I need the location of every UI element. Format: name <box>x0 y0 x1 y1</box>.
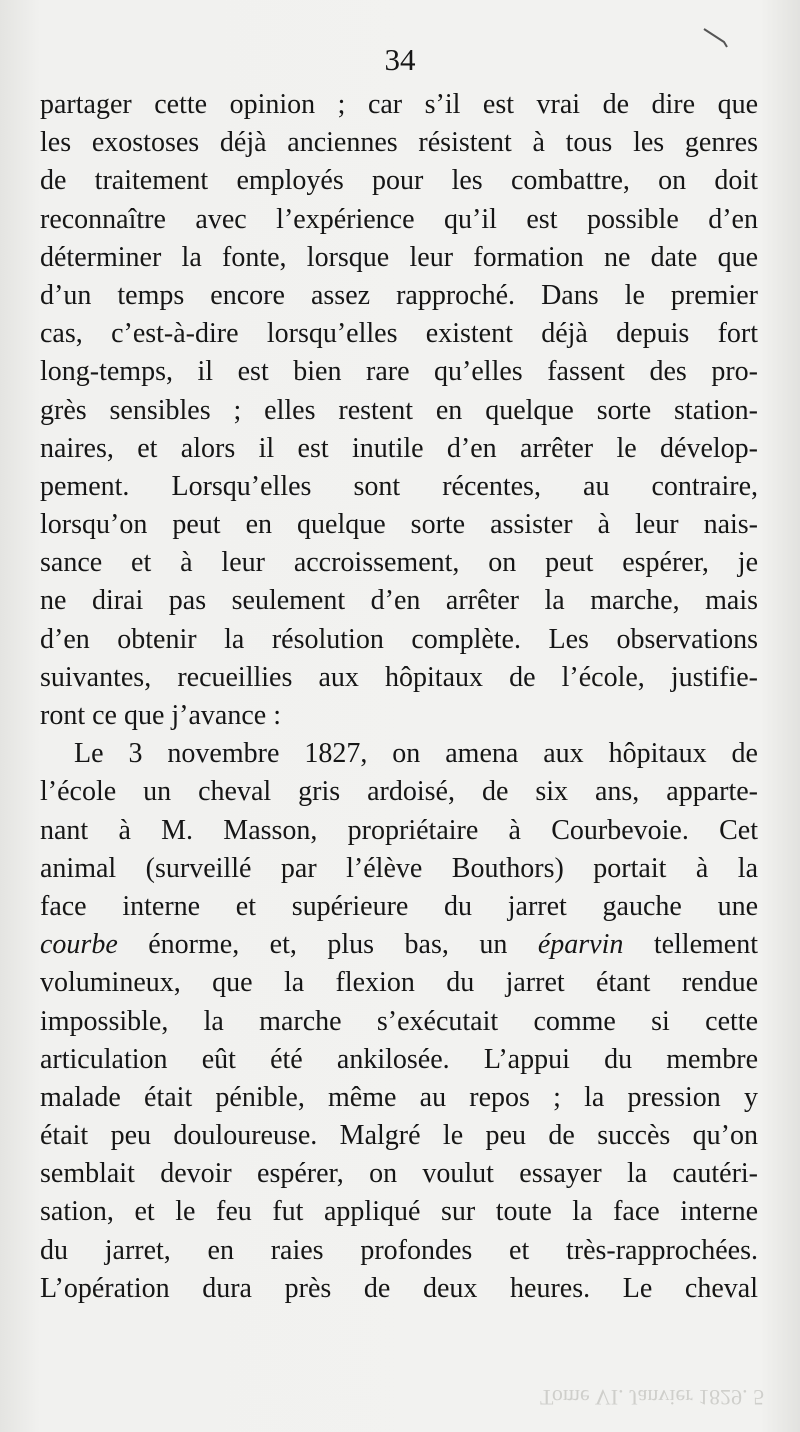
text-line: grès sensibles ; elles restent en quelque sorte station- <box>40 394 758 426</box>
text-line: semblait devoir espérer, on voulut essayer la cautéri- <box>40 1158 758 1190</box>
text-line: face interne et supérieure du jarret gauche une <box>40 890 758 922</box>
text-line: sance et à leur accroissement, on peut espérer, je <box>40 547 758 579</box>
body-text <box>40 86 758 1308</box>
text-line: ront ce que j’avance : <box>40 700 281 731</box>
text-line: ne dirai pas seulement d’en arrêter la marche, mais <box>40 585 758 617</box>
text-line: naires, et alors il est inutile d’en arrêter le dévelop- <box>40 432 758 464</box>
text-line: long-temps, il est bien rare qu’elles fassent des pro- <box>40 356 758 388</box>
bleed-through-signature: Tome VI. Janvier 1829. 5 <box>540 1385 765 1410</box>
text-line: cas, c’est-à-dire lorsqu’elles existent déjà depuis fort <box>40 318 758 350</box>
text-line: reconnaître avec l’expérience qu’il est possible d’en <box>40 203 758 235</box>
text-line: pement. Lorsqu’elles sont récentes, au contraire, <box>40 470 758 502</box>
text-line: sation, et le feu fut appliqué sur toute la face interne <box>40 1196 758 1228</box>
text-line: impossible, la marche s’exécutait comme si cette <box>40 1005 758 1037</box>
text-line: articulation eût été ankilosée. L’appui du membre <box>40 1043 758 1075</box>
text-line: suivantes, recueillies aux hôpitaux de l’école, justifie- <box>40 661 758 693</box>
text-line: malade était pénible, même au repos ; la pression y <box>40 1081 758 1113</box>
text-line: volumineux, que la flexion du jarret étant rendue <box>40 967 758 999</box>
text-line: l’école un cheval gris ardoisé, de six ans, apparte- <box>40 776 758 808</box>
text-line: déterminer la fonte, lorsque leur formation ne date que <box>40 241 758 273</box>
text-line: animal (surveillé par l’élève Bouthors) portait à la <box>40 852 758 884</box>
text-line: d’en obtenir la résolution complète. Les observations <box>40 623 758 655</box>
text-line: les exostoses déjà anciennes résistent à tous les genres <box>40 127 758 159</box>
page-number: 34 <box>384 42 416 77</box>
text-line: courbe énorme, et, plus bas, un éparvin tellement <box>40 929 759 961</box>
text-line: L’opération dura près de deux heures. Le cheval <box>40 1272 758 1304</box>
text-line: lorsqu’on peut en quelque sorte assister à leur nais- <box>40 509 758 541</box>
text-line: était peu douloureuse. Malgré le peu de succès qu’on <box>40 1120 758 1152</box>
text-line: du jarret, en raies profondes et très-rapprochées. <box>40 1234 758 1266</box>
text-line: partager cette opinion ; car s’il est vrai de dire que <box>40 89 758 120</box>
text-line: de traitement employés pour les combattre, on doit <box>40 165 758 197</box>
text-line: Le 3 novembre 1827, on amena aux hôpitaux de <box>74 738 758 770</box>
text-line: nant à M. Masson, propriétaire à Courbevoie. Cet <box>40 814 758 846</box>
text-line: d’un temps encore assez rapproché. Dans le premier <box>40 279 758 311</box>
